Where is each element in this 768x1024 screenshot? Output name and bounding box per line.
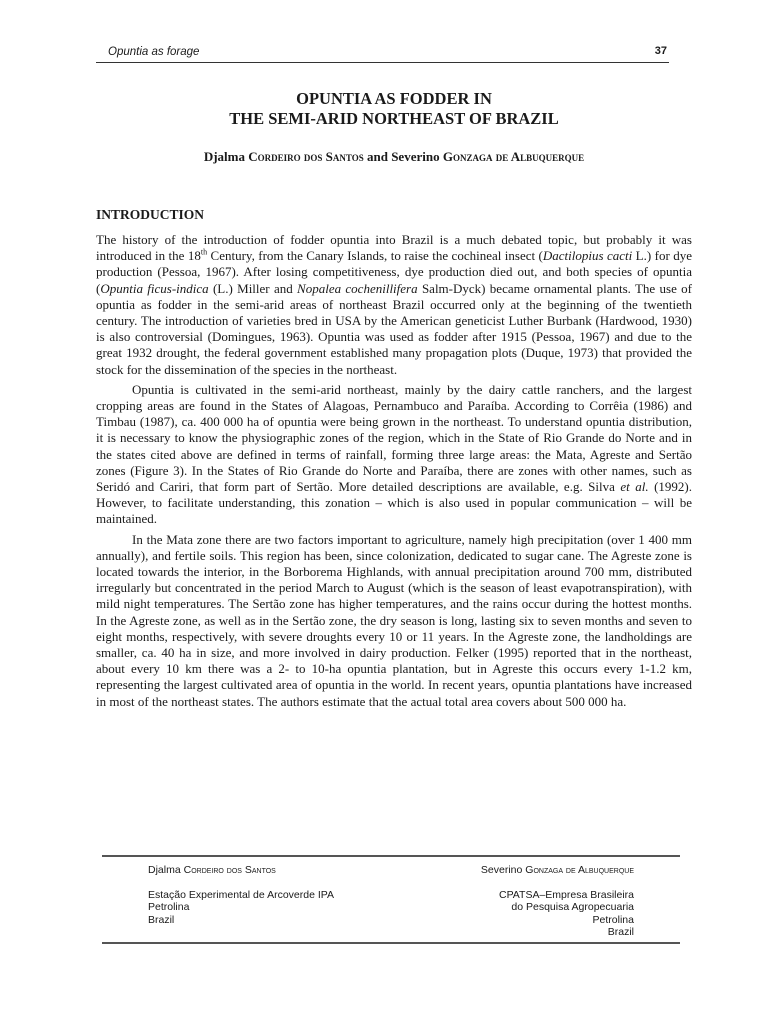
p1-text-2: Century, from the Canary Islands, to raise the cochineal insect ( <box>207 248 543 264</box>
paragraph-1 <box>96 232 692 378</box>
affiliation-left-family: Cordeiro dos Santos <box>183 864 276 876</box>
p3-text-1: In the Mata zone there are two factors important to agriculture, namely high precipitation (over 1 400 mm annually), and fertile soils. This region has been, since colonization, dedicated to sugar cane. The Agreste zone is located towards the interior, in the Borborema Highlands, with annual precipitation around 700 mm, distributed irregularly but concentrated in the period March to August (which is the season of least evapotranspiration), with mild night temperatures. The Sertão zone has higher temperatures, and the rains occur during the hottest months. In the Agreste zone, as well as in the Sertão zone, the dry season is long, lasting six to seven months and seven to eight months, respectively, with severe droughts every 10 or 11 years. In the Agreste zone, the landholdings are smaller, ca. 40 ha in size, and more involved in dairy production. Felker (1995) reported that in the northeast, about every 10 km there was a 2- to 10-ha opuntia plantation, but in Agreste this occurs every 1-1.2 km, representing the largest cultivated area of opuntia in the world. In recent years, opuntia plantations have increased in most of the northeast states. The authors estimate that the actual total area covers about 500 000 ha. <box>96 531 692 709</box>
section-heading: INTRODUCTION <box>96 207 205 222</box>
footer-rule-bottom <box>102 942 680 944</box>
author-2-given: Severino <box>391 149 440 164</box>
affiliation-left-name <box>148 864 334 877</box>
affiliation-left-line-3: Brazil <box>148 913 175 926</box>
p2-italic-1: et al. <box>620 479 649 495</box>
body-text <box>96 232 692 714</box>
affiliation-right-given: Severino <box>480 864 523 876</box>
affiliation-left-given: Djalma <box>148 864 181 876</box>
p1-superscript: th <box>200 247 208 257</box>
affiliation-right-line-1: CPATSA–Empresa Brasileira <box>499 888 634 901</box>
running-head <box>96 44 669 63</box>
page-number: 37 <box>654 45 667 57</box>
author-line <box>96 149 692 165</box>
author-1-family: Cordeiro dos Santos <box>248 149 364 164</box>
affiliation-left-line-2: Petrolina <box>148 901 190 913</box>
p1-italic-1: Dactilopius cacti <box>542 248 633 264</box>
p1-text-3: L.) for dye production (Pessoa, 1967). After losing competitiveness, dye production died out, and both species of opuntia ( <box>96 248 692 296</box>
affiliation-right <box>400 864 634 939</box>
p1-text-5: Salm-Dyck) became ornamental plants. The use of opuntia as fodder in the semi-arid areas of northeast Brazil occurred only at the beginning of the twentieth century. The introduction of varieties bred in USA by the American geneticist Luther Burbank (Hardwood, 1930) is also controversial (Domingues, 1963). Opuntia was used as fodder after 1915 (Pessoa, 1967) and due to the great 1932 drought, the federal government established many propagation plots (Duque, 1973) that provided the stock for the dissemination of the species in the northeast. <box>96 280 692 377</box>
affiliation-left-line-1: Estação Experimental de Arcoverde IPA <box>148 888 334 901</box>
p1-text-1: The history of the introduction of fodder opuntia into Brazil is a much debated topic, but probably it was introduced in the 18 <box>96 232 692 264</box>
p1-italic-3: Nopalea cochenillifera <box>297 280 418 296</box>
paragraph-2 <box>96 382 692 528</box>
title-line-1: OPUNTIA AS FODDER IN <box>296 89 492 108</box>
affiliation-left <box>148 864 334 926</box>
running-head-title: Opuntia as forage <box>108 46 200 58</box>
article-title <box>96 89 692 129</box>
author-1-given: Djalma <box>203 149 245 164</box>
affiliation-right-line-3: Petrolina <box>592 913 634 926</box>
paragraph-3 <box>96 532 692 710</box>
affiliation-right-name <box>400 864 634 877</box>
p1-italic-2: Opuntia ficus-indica <box>100 280 209 296</box>
affiliation-right-line-4: Brazil <box>607 926 634 938</box>
affiliation-right-line-2: do Pesquisa Agropecuaria <box>511 901 634 913</box>
author-2-family: Gonzaga de Albuquerque <box>442 149 585 164</box>
p1-text-4: (L.) Miller and <box>208 280 298 296</box>
author-conjunction: and <box>366 149 388 164</box>
p2-text-1: Opuntia is cultivated in the semi-arid northeast, mainly by the dairy cattle ranchers, and the largest cropping areas are found in the States of Alagoas, Pernambuco and Paraíba. According to Corrêia (1986) and Timbau (1987), ca. 400 000 ha of opuntia were being grown in the northeast. To understand opuntia distribution, it is necessary to know the physiographic zones of the region, which in the State of Rio Grande do Norte and in the states cited above are defined in terms of rainfall, forming three large areas: the Mata, Agreste and Sertão zones (Figure 3). In the States of Rio Grande do Norte and Paraíba, there are zones with other names, such as Seridó and Cariri, that form part of Sertão. More detailed descriptions are available, e.g. Silva <box>96 381 692 495</box>
title-line-2: THE SEMI-ARID NORTHEAST OF BRAZIL <box>229 109 559 128</box>
affiliation-right-family: Gonzaga de Albuquerque <box>525 864 634 876</box>
p2-text-2: (1992). However, to facilitate understanding, this zonation – which is also used in popular communication – will be maintained. <box>96 479 692 527</box>
footer-rule-top <box>102 855 680 857</box>
